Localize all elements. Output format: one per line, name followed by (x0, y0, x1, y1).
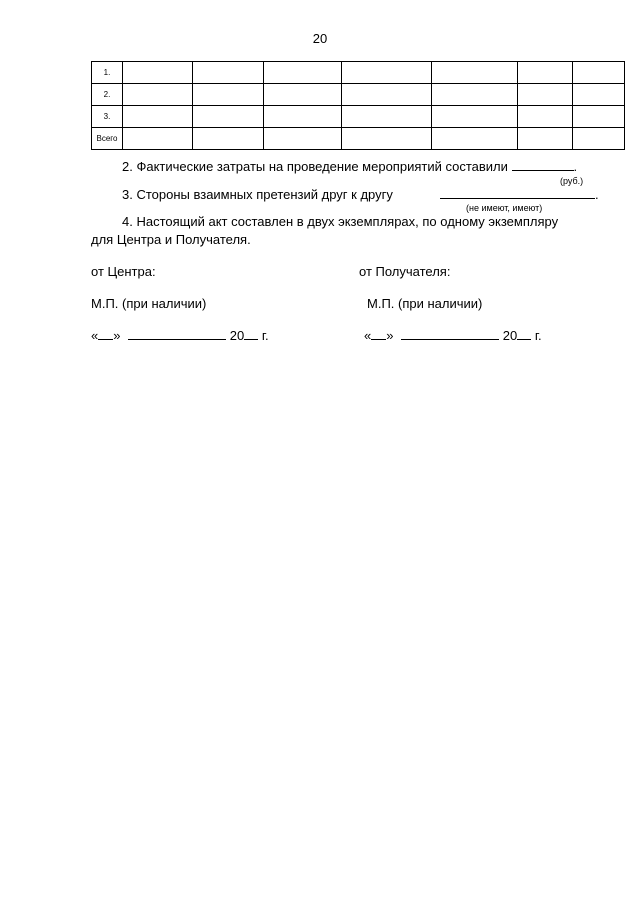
table-row (92, 128, 625, 150)
paragraph-3-end: . (595, 187, 599, 202)
table-cell (264, 106, 342, 128)
table-cell (518, 84, 573, 106)
table-cell (342, 84, 432, 106)
quote-open: « (364, 328, 372, 343)
month-line (128, 339, 226, 340)
paragraph-3 (122, 187, 393, 202)
table-cell (432, 62, 518, 84)
paragraph-3-text: 3. Стороны взаимных претензий друг к другу (122, 187, 393, 202)
row-label: 2. (92, 84, 123, 106)
table-cell (518, 62, 573, 84)
claims-note: (не имеют, имеют) (466, 203, 543, 213)
year-prefix: 20 (229, 328, 245, 343)
seal-left: М.П. (при наличии) (91, 296, 207, 311)
year-line (244, 339, 258, 340)
table-cell (342, 128, 432, 150)
paragraph-4-line2: для Центра и Получателя. (91, 232, 251, 247)
year-prefix: 20 (502, 328, 518, 343)
row-label: 1. (92, 62, 123, 84)
expenses-table (91, 61, 625, 150)
from-center: от Центра: (91, 264, 156, 279)
claims-line (440, 198, 595, 199)
paragraph-2 (122, 159, 577, 174)
table-cell (264, 128, 342, 150)
table-cell (193, 128, 264, 150)
table-cell (123, 84, 193, 106)
page-number: 20 (312, 31, 328, 46)
table-cell (193, 62, 264, 84)
row-label: 3. (92, 106, 123, 128)
table-cell (573, 62, 625, 84)
paragraph-2-end: . (573, 159, 578, 174)
year-line (517, 339, 531, 340)
table-cell (432, 128, 518, 150)
table-cell (432, 84, 518, 106)
table-cell (342, 106, 432, 128)
month-line (401, 339, 499, 340)
table-cell (342, 62, 432, 84)
claims-line-wrap (440, 187, 599, 202)
amount-line (512, 170, 574, 171)
table-cell (573, 128, 625, 150)
from-recipient: от Получателя: (359, 264, 451, 279)
row-label: Всего (92, 128, 123, 150)
quote-open: « (91, 328, 99, 343)
table-cell (264, 84, 342, 106)
paragraph-4-line1: 4. Настоящий акт составлен в двух экземплярах, по одному экземпляру (122, 214, 559, 229)
seal-right: М.П. (при наличии) (367, 296, 483, 311)
table-cell (518, 106, 573, 128)
table-cell (193, 106, 264, 128)
table-cell (123, 106, 193, 128)
table-cell (573, 84, 625, 106)
table-cell (264, 62, 342, 84)
quote-close: » (386, 328, 394, 343)
table-cell (193, 84, 264, 106)
date-right (364, 328, 542, 343)
paragraph-2-text: 2. Фактические затраты на проведение мероприятий составили (122, 159, 508, 174)
quote-close: » (113, 328, 121, 343)
table-cell (123, 128, 193, 150)
table-cell (573, 106, 625, 128)
day-line (98, 339, 113, 340)
amount-note: (руб.) (560, 176, 584, 186)
table-row (92, 62, 625, 84)
table-cell (518, 128, 573, 150)
date-left (91, 328, 269, 343)
day-line (371, 339, 386, 340)
year-suffix: г. (534, 328, 542, 343)
table-cell (432, 106, 518, 128)
table-row (92, 84, 625, 106)
table-row (92, 106, 625, 128)
table-cell (123, 62, 193, 84)
year-suffix: г. (261, 328, 269, 343)
